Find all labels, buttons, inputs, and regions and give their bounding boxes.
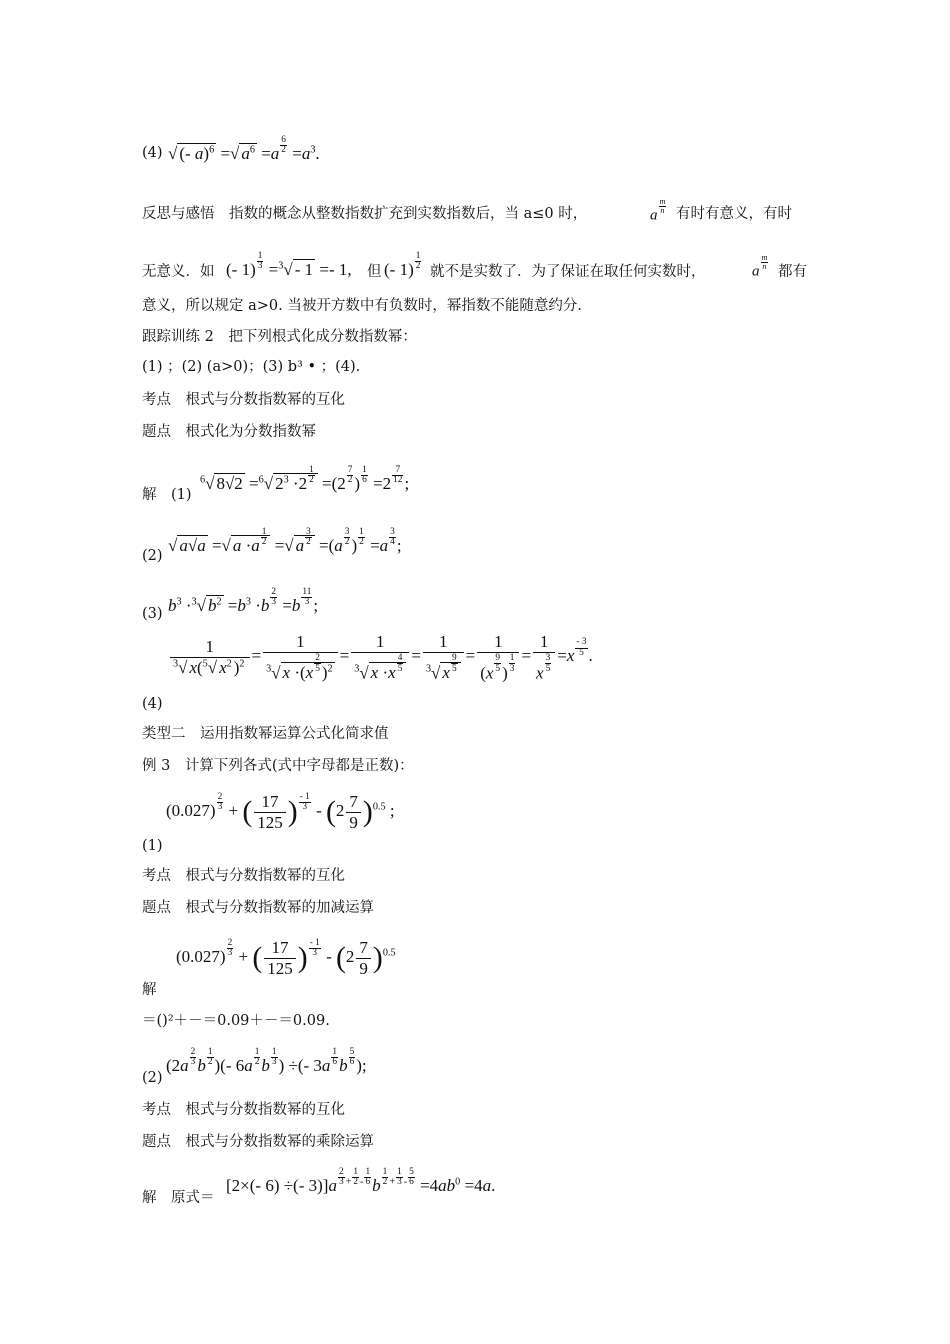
solution-4-label: (4)	[142, 696, 163, 712]
solution-3-formula: $b^3 \cdot^3√$ $b^2 =b^3 \cdot b$ $\frac{2}{3}$ =b $\frac{11}{3}$ ;	[168, 587, 319, 615]
reflection-line-2a: 无意义．如	[142, 264, 215, 280]
solution-3-label: (3)	[142, 606, 163, 622]
tidian-2: 题点 根式与分数指数幂的加减运算	[142, 900, 374, 916]
reflection-line-2c: 就不是实数了．为了保证在取任何实数时，	[430, 264, 706, 280]
example-3-1-formula: (0.027) $\frac{2}{3}$ + ( $\frac{17}{125}$ ) $\frac{- 1}{3}$ - (2 $\frac{7}{9}$ )$^{0.5}$ ;	[166, 791, 395, 832]
solution-2-label: (2)	[142, 548, 163, 564]
solution-ex3-2-formula: [2×(- 6) ÷(- 3)]a $\frac{2}{3}$ + $\frac{1}{2}$ - $\frac{1}{6}$ b $\frac{1}{2}$ + $\frac{1}{3}$ - $\frac{5}{6}$ $=4ab^0 =4a$.	[226, 1167, 496, 1195]
sqrt-example: (- 1) $\frac{1}{2}$	[384, 251, 421, 279]
reflection-line-3: 意义，所以规定 a>0. 当被开方数中有负数时，幂指数不能随意约分．	[142, 298, 592, 314]
solution-ex3-1-label: 解	[142, 982, 157, 998]
solution-ex3-2-label: 解 原式＝	[142, 1190, 215, 1206]
solution-2-formula: √ a√a =√ a ·a $\frac{1}{2}$ =√ a $\frac{3}{2}$ =(a $\frac{3}{2}$ ) $\frac{1}{2}$ =a $\frac{3}{4}$ ;	[168, 527, 402, 555]
formula-4: √ (- a)$^6$ =√ $a^6 =a$ $\frac{6}{2}$ $=a^3$.	[168, 135, 320, 163]
reflection-line-2b: 但	[367, 264, 382, 280]
type-2-title: 类型二 运用指数幂运算公式化简求值	[142, 726, 389, 742]
tidian-3: 题点 根式与分数指数幂的乘除运算	[142, 1134, 374, 1150]
kaodian-2: 考点 根式与分数指数幂的互化	[142, 868, 345, 884]
solution-1-formula: $^6$√ 8√2 =$^6$√ $2^3 \cdot 2$ $\frac{1}{2}$ =(2 $\frac{7}{2}$ ) $\frac{1}{6}$ =2 $\frac{7}{12}$ ;	[200, 465, 410, 493]
a-m-over-n-2: a $\frac{m}{n}$	[752, 253, 768, 280]
calculation-line: ＝()²＋－＝0.09＋－＝0.09.	[142, 1013, 330, 1029]
example-3-1-label: (1)	[142, 838, 163, 854]
training-2-title: 跟踪训练 2 把下列根式化成分数指数幂：	[142, 329, 417, 345]
example-3-2-formula: (2a $\frac{2}{3}$ b $\frac{1}{2}$ )(- 6a $\frac{1}{2}$ b $\frac{1}{3}$ ) ÷(- 3a $\frac{1}{6}$ b $\frac{5}{6}$ );	[166, 1047, 367, 1075]
solution-1-label: 解 (1)	[142, 487, 192, 503]
a-m-over-n-1: a $\frac{m}{n}$	[650, 197, 666, 224]
example-3-2-label: (2)	[142, 1070, 163, 1086]
solution-4-formula: $\frac{1}{^3√ x(^5√ x^2 )^2}$ = 1 $^3$√ x ·(x $\frac{2}{5}$ )$^2$ = 1 $^3$√ x ·x $\frac{4}{5}$ = 1 $^3$√ x $\frac{9}{5}$ = 1 (x $\frac{9}{5}$ ) $\frac{1}{3}$ = 1 x $\frac{3}{5}$ =x $\frac{- 3}{5}$ .	[168, 632, 593, 682]
kaodian-3: 考点 根式与分数指数幂的互化	[142, 1102, 345, 1118]
training-2-items: (1) ；(2) (a>0)；(3) b³ • ；(4).	[142, 359, 361, 375]
reflection-line-2d: 都有	[778, 264, 807, 280]
cube-root-example: (- 1) $\frac{1}{3}$ =$^3$√ - 1 =- 1,	[226, 251, 352, 279]
reflection-line-1: 反思与感悟 指数的概念从整数指数扩充到实数指数后，当 a≤0 时，	[142, 206, 588, 222]
solution-ex3-1-formula: (0.027) $\frac{2}{3}$ + ( $\frac{17}{125}$ ) $\frac{- 1}{3}$ - (2 $\frac{7}{9}$ )$^{0.5}$	[176, 937, 396, 978]
kaodian-1: 考点 根式与分数指数幂的互化	[142, 392, 345, 408]
item-4-label: (4)	[142, 145, 163, 161]
example-3-title: 例 3 计算下列各式(式中字母都是正数)：	[142, 758, 414, 774]
reflection-line-1b: 有时有意义，有时	[676, 206, 792, 222]
tidian-1: 题点 根式化为分数指数幂	[142, 424, 316, 440]
